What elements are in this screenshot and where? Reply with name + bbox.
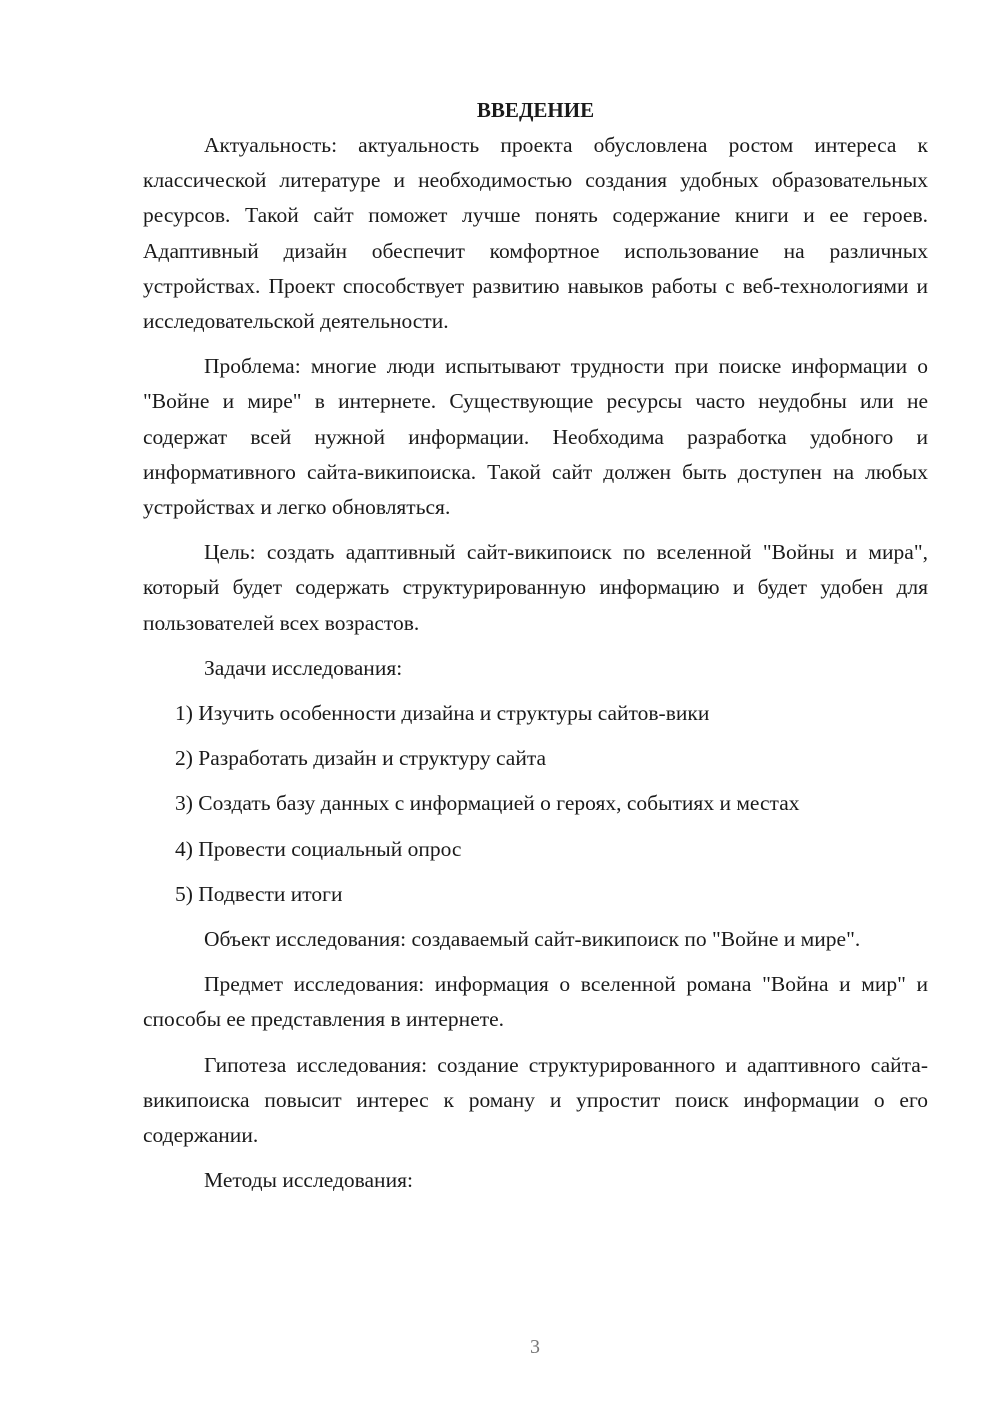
task-item: 5) Подвести итоги xyxy=(175,881,343,906)
subject-paragraph: Предмет исследования: информация о вселенной романа "Война и мир" и способы ее представления в интернете. xyxy=(143,972,928,1032)
tasks-heading: Задачи исследования: xyxy=(204,655,403,680)
task-item: 2) Разработать дизайн и структуру сайта xyxy=(175,746,547,771)
methods-heading: Методы исследования: xyxy=(204,1168,413,1193)
page-number: 3 xyxy=(530,1336,540,1358)
task-item: 3) Создать базу данных с информацией о героях, событиях и местах xyxy=(175,791,800,816)
problem-paragraph: Проблема: многие люди испытывают трудности при поиске информации о "Войне и мире" в интернете. Существующие ресурсы часто неудобны или не содержат всей нужной информации. Необходима разработка удобного и информативного сайта-википоиска. Такой сайт должен быть доступен на любых устройствах и легко обновляться. xyxy=(143,354,928,520)
task-item: 4) Провести социальный опрос xyxy=(175,836,462,861)
relevance-paragraph: Актуальность: актуальность проекта обусловлена ростом интереса к классической литературе и необходимостью создания удобных образовательных ресурсов. Такой сайт поможет лучше понять содержание книги и ее героев. Адаптивный дизайн обеспечит комфортное использование на различных устройствах. Проект способствует развитию навыков работы с веб-технологиями и исследовательской деятельности. xyxy=(143,133,928,334)
task-item: 1) Изучить особенности дизайна и структуры сайтов-вики xyxy=(175,701,710,726)
document-page xyxy=(143,95,928,1208)
object-paragraph: Объект исследования: создаваемый сайт-википоиск по "Войне и мире". xyxy=(204,927,861,952)
page-title: ВВЕДЕНИЕ xyxy=(476,98,595,122)
goal-paragraph: Цель: создать адаптивный сайт-википоиск по вселенной "Войны и мира", который будет содержать структурированную информацию и будет удобен для пользователей всех возрастов. xyxy=(143,540,928,635)
tasks-list xyxy=(143,696,928,912)
hypothesis-paragraph: Гипотеза исследования: создание структурированного и адаптивного сайта-википоиска повысит интерес к роману и упростит поиск информации о его содержании. xyxy=(143,1052,928,1148)
